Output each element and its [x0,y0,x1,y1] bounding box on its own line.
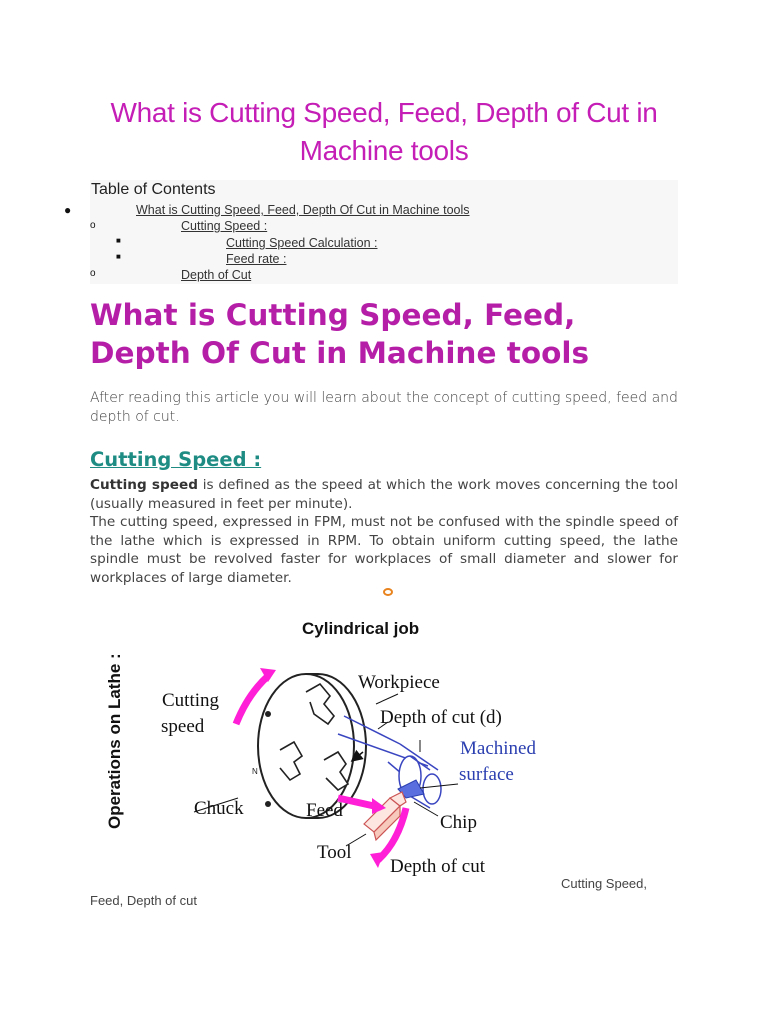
intro-paragraph: After reading this article you will learn about the concept of cutting speed, feed and depth of cut. [90,390,678,425]
label-chuck: Chuck [194,798,244,819]
definition-text: is defined as the speed at which the work moves concerning the tool (usually measured in feet per minute). [90,477,678,512]
article-heading [90,296,710,372]
figure-caption-part1: Cutting Speed, [561,876,648,891]
toc-bullet-disc: ● [64,203,72,217]
label-depth-of-cut-d: Depth of cut (d) [380,707,502,728]
label-feed: Feed [306,800,343,821]
table-of-contents [90,180,678,284]
toc-link-main[interactable]: What is Cutting Speed, Feed, Depth Of Cut in Machine tools [136,203,470,217]
n-mark: N [252,767,258,776]
toc-title: Table of Contents [91,181,216,198]
label-tool: Tool [317,842,352,863]
article-heading-line2: Depth Of Cut in Machine tools [90,336,590,370]
toc-bullet-square: ■ [116,236,121,245]
toc-link-cutting-speed[interactable]: Cutting Speed : [181,219,268,233]
page-title [60,94,708,170]
workpiece-leader [376,694,398,704]
label-depth-of-cut: Depth of cut [390,856,485,877]
orange-mark [384,589,392,595]
section-heading-cutting-speed: Cutting Speed : [90,448,262,471]
toc-link-depth-of-cut[interactable]: Depth of Cut [181,268,252,282]
label-machined: Machined [460,738,536,759]
cutting-speed-paragraph [90,476,678,587]
lathe-figure [88,584,688,884]
label-workpiece: Workpiece [358,672,440,693]
toc-bullet-circle: o [90,220,96,231]
toc-bullet-square: ■ [116,252,121,261]
label-speed: speed [161,716,205,737]
page-title-line1: What is Cutting Speed, Feed, Depth of Cut in [110,97,658,128]
label-chip: Chip [440,812,477,833]
term-cutting-speed: Cutting speed [90,477,198,493]
explanation-text: The cutting speed, expressed in FPM, must not be confused with the spindle speed of the lathe which is expressed in RPM. To obtain uniform cutting speed, the lathe spindle must be revolved faster for workplaces of small diameter and slower for workplaces of large diameter. [90,514,678,586]
lathe-diagram [88,584,688,884]
toc-link-cutting-speed-calc[interactable]: Cutting Speed Calculation : [226,236,378,250]
side-title: Operations on Lathe : [105,653,124,829]
figure-title: Cylindrical job [302,619,420,638]
article-heading-line1: What is Cutting Speed, Feed, [90,298,576,332]
page-title-line2: Machine tools [299,135,469,166]
toc-link-feed-rate[interactable]: Feed rate : [226,252,287,266]
chuck-graphic [252,674,366,818]
label-cutting: Cutting [162,690,220,711]
toc-bullet-circle: o [90,268,96,279]
label-surface: surface [459,764,514,785]
figure-caption-part2: Feed, Depth of cut [90,893,197,908]
